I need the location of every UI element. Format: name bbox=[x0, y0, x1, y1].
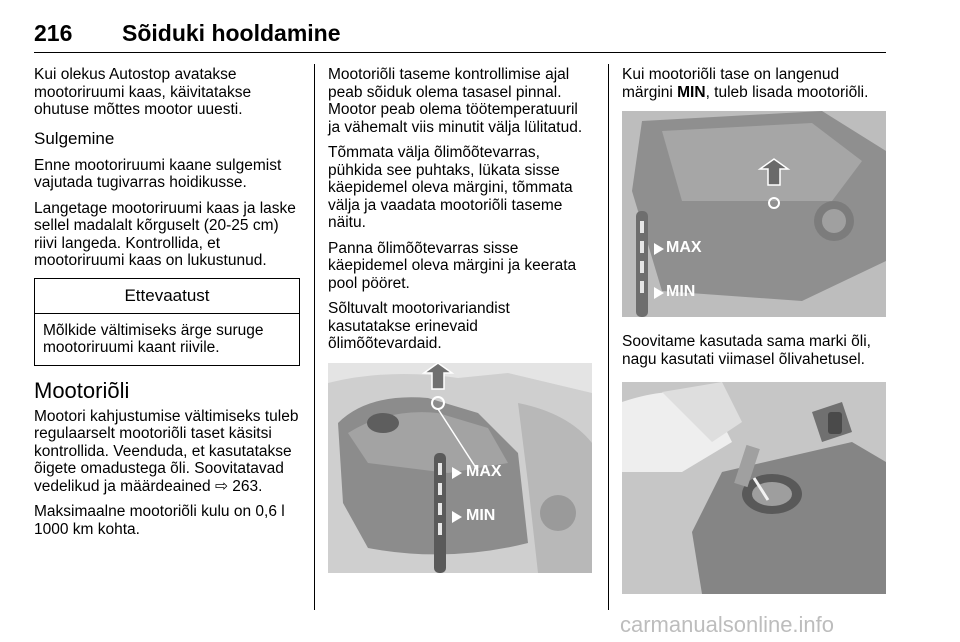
heading-mootorioli: Mootoriõli bbox=[34, 377, 130, 403]
langenud-text-end: , tuleb lisada mootoriõli. bbox=[705, 83, 869, 101]
oil-filling-illustration bbox=[622, 382, 886, 594]
min-label: MIN bbox=[466, 506, 496, 524]
soltuvalt-paragraph: Sõltuvalt mootorivariandist kasutatakse erinevaid õlimõõtevardaid. bbox=[328, 300, 510, 352]
caution-box bbox=[34, 278, 300, 366]
caution-title: Ettevaatust bbox=[35, 279, 299, 314]
max-label: MAX bbox=[666, 239, 702, 256]
langenud-paragraph bbox=[622, 66, 888, 101]
sulgemine-paragraph: Enne mootoriruumi kaane sulgemist vajutada tugivarras hoidikusse. bbox=[34, 156, 282, 191]
max-label: MAX bbox=[466, 462, 502, 480]
engine-cover-illustration bbox=[622, 111, 886, 317]
page-reference[interactable]: 263. bbox=[227, 477, 263, 495]
tommata-paragraph: Tõmmata välja õlimõõtevarras, pühkida see puhtaks, lükata sisse käepidemel oleva märgini, tõmmata välja ja vaadata mootoriõli taseme näitu. bbox=[328, 144, 573, 231]
page-number: 216 bbox=[34, 20, 73, 46]
panna-paragraph: Panna õlimõõtevarras sisse käepidemel oleva märgini ja keerata pool pööret. bbox=[328, 239, 577, 292]
column-divider bbox=[314, 64, 315, 610]
page-title: Sõiduki hooldamine bbox=[122, 20, 341, 46]
column-3 bbox=[622, 66, 888, 594]
min-mark-text: MIN bbox=[677, 83, 706, 101]
column-2 bbox=[328, 66, 594, 573]
engine-dipstick-figure bbox=[328, 363, 592, 573]
kulu-paragraph: Maksimaalne mootoriõli kulu on 0,6 l 1000 km kohta. bbox=[34, 503, 285, 538]
kontroll-paragraph: Mootoriõli taseme kontrollimise ajal peab sõiduk olema tasasel pinnal. Mootor peab olema töötemperatuuril ja vähemalt viis minutit välja lülitatud. bbox=[328, 66, 583, 136]
engine-illustration bbox=[328, 363, 592, 573]
langenud-text: Kui mootoriõli tase on langenud märgini bbox=[622, 66, 840, 101]
caution-body: Mõlkide vältimiseks ärge suruge mootoriruumi kaant riivile. bbox=[43, 321, 264, 356]
watermark: carmanualsonline.info bbox=[620, 612, 835, 637]
heading-sulgemine: Sulgemine bbox=[34, 128, 115, 148]
intro-paragraph: Kui olekus Autostop avatakse mootoriruumi kaas, käivitatakse ohutuse mõttes mootor uuesti. bbox=[34, 66, 252, 118]
mootorioli-text: Mootori kahjustumise vältimiseks tuleb regulaarselt mootoriõli taset käsitsi kontrollida. Veenduda, et kasutatakse õigete omadustega õli. Soovitatavad vedelikud ja määrdeained bbox=[34, 407, 299, 495]
column-divider bbox=[608, 64, 609, 610]
min-label: MIN bbox=[666, 283, 696, 300]
column-1 bbox=[34, 66, 300, 546]
langetage-paragraph: Langetage mootoriruumi kaas ja laske sellel madalalt kõrguselt (20-25 cm) riivi langeda. Kontrollida, et mootoriruumi kaas on lukustunud. bbox=[34, 199, 296, 269]
mootorioli-paragraph bbox=[34, 408, 300, 496]
page-header bbox=[34, 16, 886, 53]
oil-fill-figure bbox=[622, 382, 886, 594]
cross-reference-icon: ⇨ bbox=[214, 476, 228, 495]
soovitame-paragraph: Soovitame kasutada sama marki õli, nagu kasutati viimasel õlivahetusel. bbox=[622, 333, 871, 368]
dipstick-min-figure bbox=[622, 111, 886, 317]
